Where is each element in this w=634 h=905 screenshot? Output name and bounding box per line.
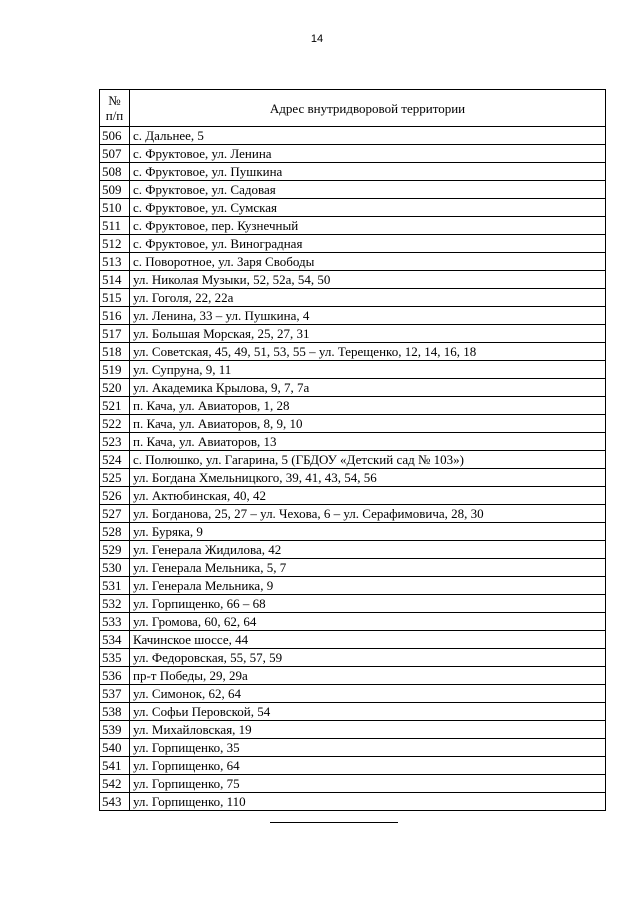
row-number: 527: [100, 505, 130, 523]
row-number: 524: [100, 451, 130, 469]
header-number-abbr: п/п: [105, 108, 124, 123]
table-row: [100, 541, 606, 559]
table-row: [100, 451, 606, 469]
row-address: ул. Горпищенко, 35: [130, 739, 606, 757]
row-address: ул. Большая Морская, 25, 27, 31: [130, 325, 606, 343]
row-number: 528: [100, 523, 130, 541]
row-address: с. Полюшко, ул. Гагарина, 5 (ГБДОУ «Детский сад № 103»): [130, 451, 606, 469]
row-address: ул. Богданова, 25, 27 – ул. Чехова, 6 – ул. Серафимовича, 28, 30: [130, 505, 606, 523]
row-address: п. Кача, ул. Авиаторов, 8, 9, 10: [130, 415, 606, 433]
row-address: ул. Горпищенко, 110: [130, 793, 606, 811]
row-number: 536: [100, 667, 130, 685]
row-address: с. Фруктовое, ул. Сумская: [130, 199, 606, 217]
row-number: 517: [100, 325, 130, 343]
table-row: [100, 469, 606, 487]
table-row: [100, 415, 606, 433]
table-row: [100, 199, 606, 217]
row-number: 541: [100, 757, 130, 775]
row-address: п. Кача, ул. Авиаторов, 1, 28: [130, 397, 606, 415]
table-row: [100, 127, 606, 145]
row-number: 537: [100, 685, 130, 703]
table-row: [100, 523, 606, 541]
row-address: с. Фруктовое, ул. Виноградная: [130, 235, 606, 253]
row-number: 520: [100, 379, 130, 397]
row-number: 532: [100, 595, 130, 613]
row-number: 543: [100, 793, 130, 811]
row-address: ул. Горпищенко, 75: [130, 775, 606, 793]
row-address: ул. Софьи Перовской, 54: [130, 703, 606, 721]
row-address: ул. Супруна, 9, 11: [130, 361, 606, 379]
row-number: 535: [100, 649, 130, 667]
row-number: 513: [100, 253, 130, 271]
row-address: с. Фруктовое, пер. Кузнечный: [130, 217, 606, 235]
header-address-cell: Адрес внутридворовой территории: [130, 90, 606, 127]
row-address: с. Фруктовое, ул. Пушкина: [130, 163, 606, 181]
row-number: 525: [100, 469, 130, 487]
row-address: ул. Генерала Жидилова, 42: [130, 541, 606, 559]
address-table: [99, 89, 606, 811]
row-address: п. Кача, ул. Авиаторов, 13: [130, 433, 606, 451]
row-number: 542: [100, 775, 130, 793]
row-address: ул. Николая Музыки, 52, 52а, 54, 50: [130, 271, 606, 289]
row-address: с. Поворотное, ул. Заря Свободы: [130, 253, 606, 271]
table-row: [100, 361, 606, 379]
table-row: [100, 433, 606, 451]
table-row: [100, 649, 606, 667]
table-row: [100, 793, 606, 811]
row-number: 512: [100, 235, 130, 253]
row-address: ул. Горпищенко, 64: [130, 757, 606, 775]
row-address: ул. Горпищенко, 66 – 68: [130, 595, 606, 613]
row-number: 526: [100, 487, 130, 505]
table-row: [100, 397, 606, 415]
table-row: [100, 739, 606, 757]
row-number: 519: [100, 361, 130, 379]
row-number: 522: [100, 415, 130, 433]
table-row: [100, 505, 606, 523]
row-address: пр-т Победы, 29, 29а: [130, 667, 606, 685]
row-address: с. Дальнее, 5: [130, 127, 606, 145]
table-row: [100, 613, 606, 631]
row-number: 511: [100, 217, 130, 235]
end-rule: [270, 822, 398, 823]
table-row: [100, 685, 606, 703]
row-address: Качинское шоссе, 44: [130, 631, 606, 649]
table-row: [100, 667, 606, 685]
table-row: [100, 145, 606, 163]
row-address: ул. Актюбинская, 40, 42: [130, 487, 606, 505]
row-number: 523: [100, 433, 130, 451]
row-address: ул. Советская, 45, 49, 51, 53, 55 – ул. Терещенко, 12, 14, 16, 18: [130, 343, 606, 361]
row-number: 514: [100, 271, 130, 289]
row-address: ул. Громова, 60, 62, 64: [130, 613, 606, 631]
table-body: [100, 127, 606, 811]
table-row: [100, 721, 606, 739]
table-row: [100, 595, 606, 613]
page-number: 14: [310, 33, 324, 45]
table-row: [100, 775, 606, 793]
table-row: [100, 379, 606, 397]
table-header: [100, 90, 606, 127]
table-row: [100, 631, 606, 649]
row-number: 529: [100, 541, 130, 559]
header-number-cell: [100, 90, 130, 127]
table-row: [100, 577, 606, 595]
row-number: 531: [100, 577, 130, 595]
row-number: 521: [100, 397, 130, 415]
header-number-symbol: №: [108, 93, 121, 108]
table-row: [100, 163, 606, 181]
row-address: с. Фруктовое, ул. Ленина: [130, 145, 606, 163]
table-row: [100, 253, 606, 271]
row-number: 539: [100, 721, 130, 739]
row-number: 516: [100, 307, 130, 325]
row-number: 518: [100, 343, 130, 361]
row-number: 540: [100, 739, 130, 757]
row-number: 506: [100, 127, 130, 145]
table-row: [100, 217, 606, 235]
table-row: [100, 559, 606, 577]
table-row: [100, 487, 606, 505]
row-address: с. Фруктовое, ул. Садовая: [130, 181, 606, 199]
row-number: 534: [100, 631, 130, 649]
row-number: 508: [100, 163, 130, 181]
row-address: ул. Симонок, 62, 64: [130, 685, 606, 703]
row-number: 533: [100, 613, 130, 631]
row-address: ул. Федоровская, 55, 57, 59: [130, 649, 606, 667]
row-number: 509: [100, 181, 130, 199]
row-address: ул. Буряка, 9: [130, 523, 606, 541]
table-row: [100, 235, 606, 253]
row-address: ул. Богдана Хмельницкого, 39, 41, 43, 54, 56: [130, 469, 606, 487]
table-row: [100, 307, 606, 325]
table-row: [100, 289, 606, 307]
row-number: 515: [100, 289, 130, 307]
row-address: ул. Михайловская, 19: [130, 721, 606, 739]
table-row: [100, 181, 606, 199]
row-number: 530: [100, 559, 130, 577]
table-row: [100, 343, 606, 361]
row-number: 538: [100, 703, 130, 721]
row-number: 507: [100, 145, 130, 163]
table-row: [100, 271, 606, 289]
row-number: 510: [100, 199, 130, 217]
row-address: ул. Ленина, 33 – ул. Пушкина, 4: [130, 307, 606, 325]
row-address: ул. Академика Крылова, 9, 7, 7а: [130, 379, 606, 397]
row-address: ул. Генерала Мельника, 5, 7: [130, 559, 606, 577]
table-row: [100, 757, 606, 775]
table-row: [100, 325, 606, 343]
row-address: ул. Гоголя, 22, 22а: [130, 289, 606, 307]
header-row: [100, 90, 606, 127]
table-row: [100, 703, 606, 721]
row-address: ул. Генерала Мельника, 9: [130, 577, 606, 595]
